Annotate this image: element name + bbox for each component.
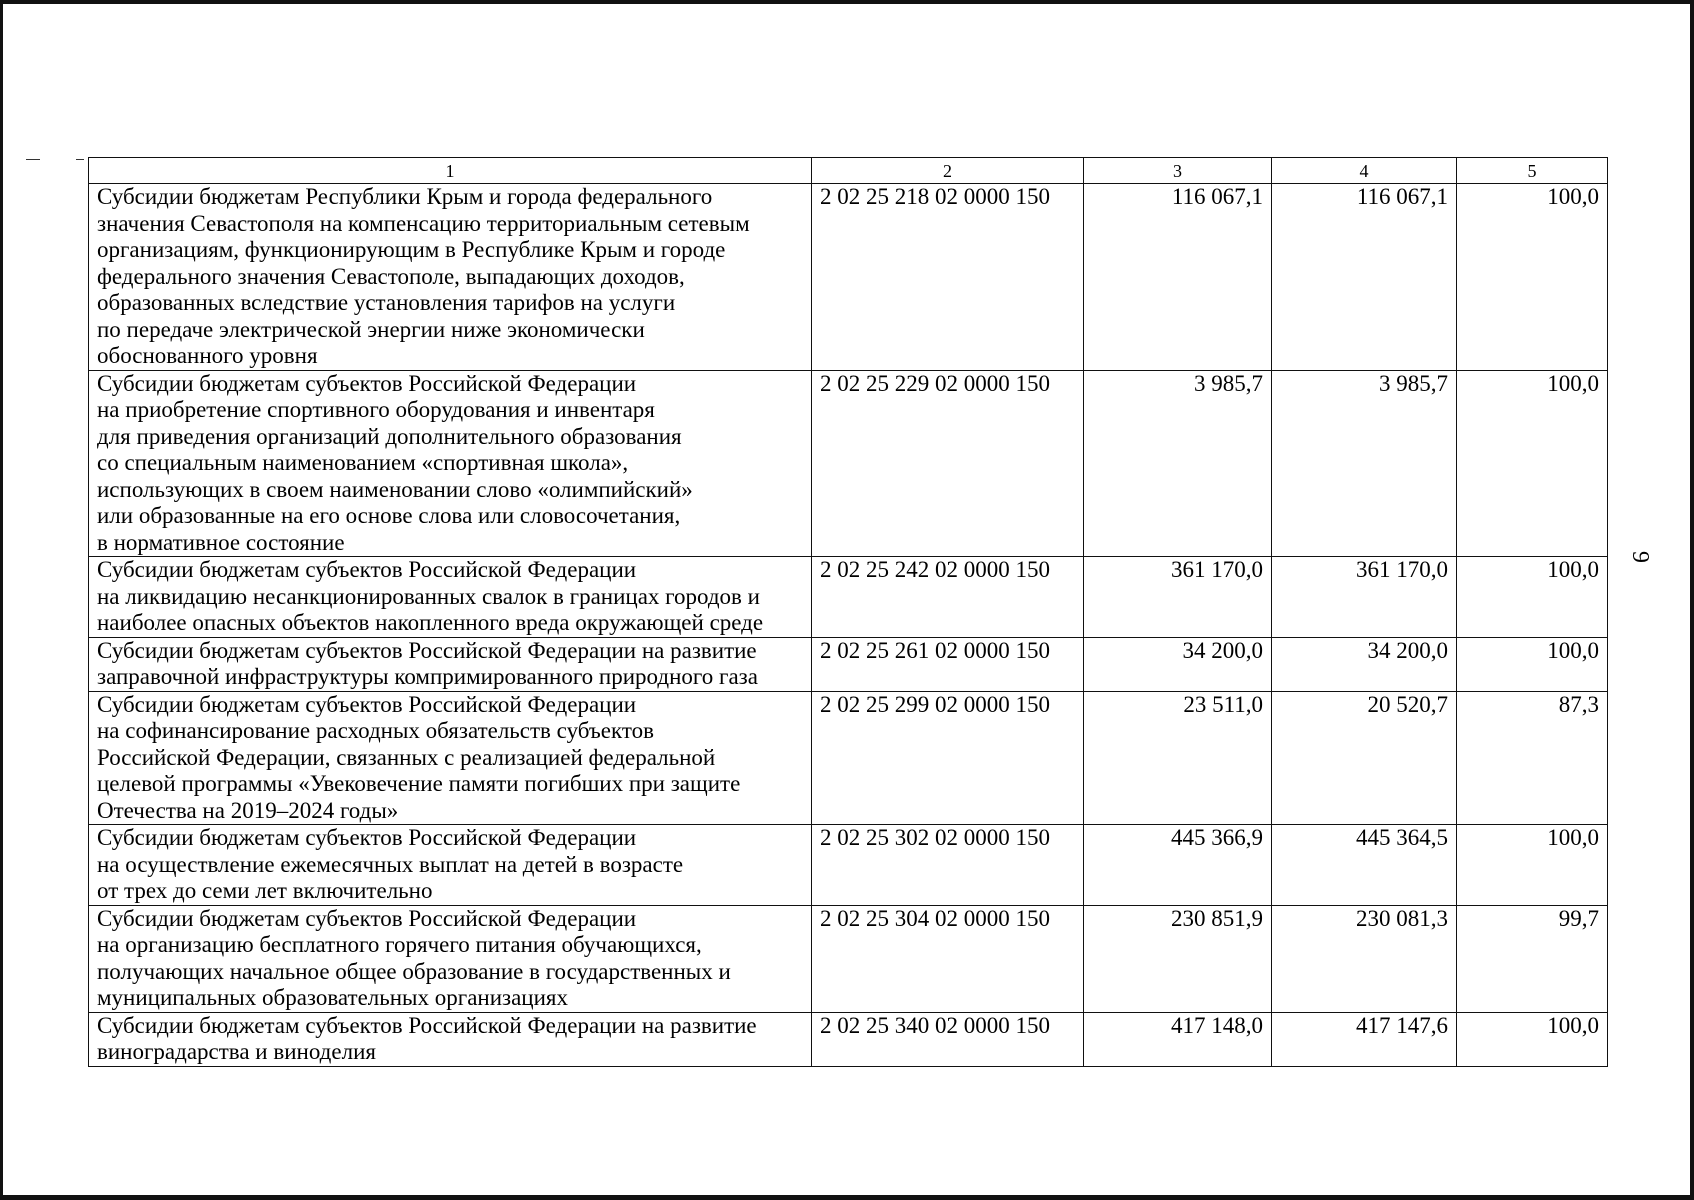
row-percent: 100,0 [1457, 184, 1608, 371]
table-row [89, 637, 1608, 691]
row-actual: 361 170,0 [1272, 557, 1457, 638]
scan-border-left [0, 0, 3, 1200]
budget-table [88, 157, 1608, 1067]
row-planned: 361 170,0 [1084, 557, 1272, 638]
row-code: 2 02 25 340 02 0000 150 [812, 1012, 1084, 1066]
row-actual: 3 985,7 [1272, 370, 1457, 557]
table-row [89, 1012, 1608, 1066]
row-percent: 87,3 [1457, 691, 1608, 825]
row-description: Субсидии бюджетам субъектов Российской Федерации на осуществление ежемесячных выплат на детей в возрасте от трех до семи лет включительно [89, 825, 812, 906]
row-actual: 417 147,6 [1272, 1012, 1457, 1066]
page-number: 9 [1627, 551, 1653, 563]
table-row [89, 557, 1608, 638]
header-row [89, 158, 1608, 184]
row-percent: 100,0 [1457, 1012, 1608, 1066]
row-percent: 100,0 [1457, 557, 1608, 638]
row-planned: 23 511,0 [1084, 691, 1272, 825]
row-code: 2 02 25 242 02 0000 150 [812, 557, 1084, 638]
scan-border-top [0, 0, 1694, 4]
column-header: 4 [1272, 158, 1457, 184]
row-description: Субсидии бюджетам субъектов Российской Федерации на софинансирование расходных обязательств субъектов Российской Федерации, связанных с реализацией федеральной целевой программы «Увековечение памяти погибших при защите Отечества на 2019–2024 годы» [89, 691, 812, 825]
row-planned: 445 366,9 [1084, 825, 1272, 906]
row-actual: 230 081,3 [1272, 905, 1457, 1012]
row-code: 2 02 25 229 02 0000 150 [812, 370, 1084, 557]
row-code: 2 02 25 304 02 0000 150 [812, 905, 1084, 1012]
row-planned: 417 148,0 [1084, 1012, 1272, 1066]
row-percent: 100,0 [1457, 637, 1608, 691]
column-header: 3 [1084, 158, 1272, 184]
row-planned: 230 851,9 [1084, 905, 1272, 1012]
row-percent: 99,7 [1457, 905, 1608, 1012]
row-description: Субсидии бюджетам Республики Крым и города федерального значения Севастополя на компенсацию территориальным сетевым организациям, функционирующим в Республике Крым и городе федерального значения Севастополе, выпадающих доходов, образованных вследствие установления тарифов на услуги по передаче электрической энергии ниже экономически обоснованного уровня [89, 184, 812, 371]
table-row [89, 905, 1608, 1012]
column-header: 2 [812, 158, 1084, 184]
row-percent: 100,0 [1457, 825, 1608, 906]
row-code: 2 02 25 218 02 0000 150 [812, 184, 1084, 371]
scan-artifact [26, 159, 40, 160]
row-code: 2 02 25 261 02 0000 150 [812, 637, 1084, 691]
column-header: 5 [1457, 158, 1608, 184]
row-description: Субсидии бюджетам субъектов Российской Федерации на ликвидацию несанкционированных свалок в границах городов и наиболее опасных объектов накопленного вреда окружающей среде [89, 557, 812, 638]
row-description: Субсидии бюджетам субъектов Российской Федерации на развитие виноградарства и виноделия [89, 1012, 812, 1066]
row-description: Субсидии бюджетам субъектов Российской Федерации на развитие заправочной инфраструктуры компримированного природного газа [89, 637, 812, 691]
column-header: 1 [89, 158, 812, 184]
row-actual: 20 520,7 [1272, 691, 1457, 825]
row-code: 2 02 25 299 02 0000 150 [812, 691, 1084, 825]
row-actual: 116 067,1 [1272, 184, 1457, 371]
row-planned: 3 985,7 [1084, 370, 1272, 557]
row-description: Субсидии бюджетам субъектов Российской Федерации на приобретение спортивного оборудования и инвентаря для приведения организаций дополнительного образования со специальным наименованием «спортивная школа», использующих в своем наименовании слово «олимпийский» или образованные на его основе слова или словосочетания, в нормативное состояние [89, 370, 812, 557]
table-row [89, 691, 1608, 825]
row-planned: 116 067,1 [1084, 184, 1272, 371]
scan-border-right [1690, 0, 1694, 1200]
row-code: 2 02 25 302 02 0000 150 [812, 825, 1084, 906]
table-row [89, 184, 1608, 371]
table-row [89, 370, 1608, 557]
row-planned: 34 200,0 [1084, 637, 1272, 691]
row-description: Субсидии бюджетам субъектов Российской Федерации на организацию бесплатного горячего питания обучающихся, получающих начальное общее образование в государственных и муниципальных образовательных организациях [89, 905, 812, 1012]
row-actual: 34 200,0 [1272, 637, 1457, 691]
row-percent: 100,0 [1457, 370, 1608, 557]
row-actual: 445 364,5 [1272, 825, 1457, 906]
scan-border-bottom [0, 1195, 1694, 1200]
scan-artifact [76, 159, 84, 160]
table-row [89, 825, 1608, 906]
